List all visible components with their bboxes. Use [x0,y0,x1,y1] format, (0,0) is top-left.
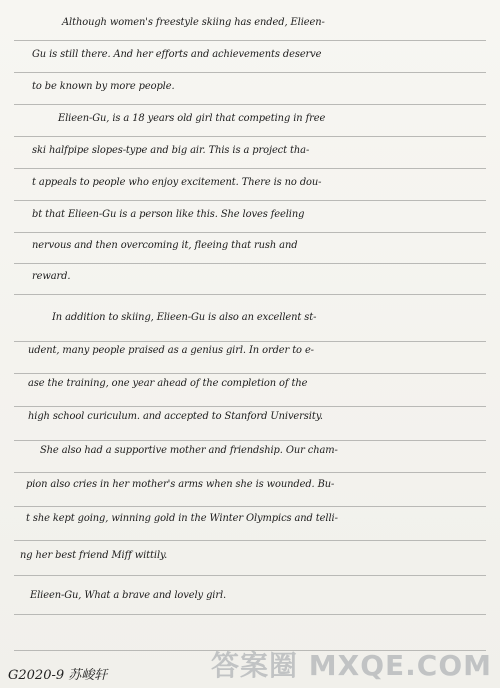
watermark: 答案圈 MXQE.COM [211,649,492,682]
essay-line-13: high school curiculum. and accepted to Stanford University. [28,411,323,422]
essay-line-6: t appeals to people who enjoy excitement. There is no dou- [32,177,322,188]
essay-line-16: t she kept going, winning gold in the Winter Olympics and telli- [26,513,338,524]
essay-line-3: to be known by more people. [32,81,175,92]
rule-line [14,72,486,73]
rule-line [14,506,486,507]
rule-line [14,136,486,137]
essay-line-10: In addition to skiing, Elieen-Gu is also an excellent st- [52,312,317,323]
essay-line-14: She also had a supportive mother and friendship. Our cham- [40,445,338,456]
rule-line [14,406,486,407]
rule-line [14,232,486,233]
essay-line-12: ase the training, one year ahead of the completion of the [28,378,308,389]
essay-line-18: Elieen-Gu, What a brave and lovely girl. [30,590,227,601]
rule-line [14,200,486,201]
rule-line [14,40,486,41]
signature: G2020-9 苏峻轩 [8,668,108,683]
essay-line-17: ng her best friend Miff wittily. [20,550,168,561]
rule-line [14,341,486,342]
essay-line-2: Gu is still there. And her efforts and achievements deserve [32,49,322,60]
essay-line-15: pion also cries in her mother's arms when she is wounded. Bu- [26,479,335,490]
essay-line-8: nervous and then overcoming it, fleeing that rush and [32,240,298,251]
rule-line [14,168,486,169]
essay-line-1: Although women's freestyle skiing has ended, Elieen- [62,17,325,28]
essay-line-11: udent, many people praised as a genius girl. In order to e- [28,345,314,356]
rule-line [14,263,486,264]
rule-line [14,440,486,441]
rule-line [14,540,486,541]
rule-line [14,575,486,576]
rule-line [14,472,486,473]
rule-line [14,614,486,615]
essay-line-9: reward. [32,271,71,282]
rule-line [14,294,486,295]
essay-line-7: bt that Elieen-Gu is a person like this. She loves feeling [32,209,305,220]
essay-line-4: Elieen-Gu, is a 18 years old girl that competing in free [58,113,326,124]
essay-line-5: ski halfpipe slopes-type and big air. This is a project tha- [32,145,310,156]
rule-line [14,373,486,374]
rule-line [14,104,486,105]
